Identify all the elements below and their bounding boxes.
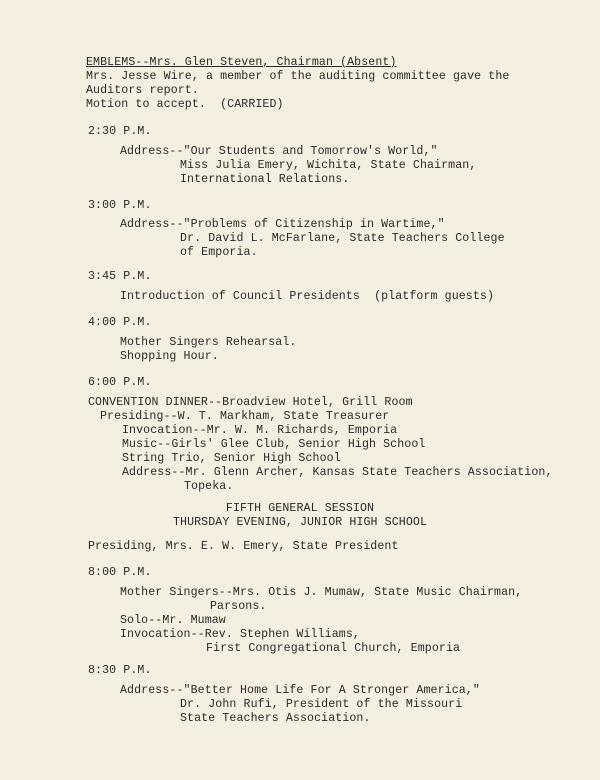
address-line: Address--"Better Home Life For A Stronger America,": [120, 684, 480, 697]
time-8-00: 8:00 P.M.: [88, 566, 152, 579]
parsons-line: Parsons.: [210, 600, 267, 613]
church-line: First Congregational Church, Emporia: [206, 642, 461, 655]
invocation-line: Invocation--Mr. W. M. Richards, Emporia: [122, 424, 398, 437]
music-line: Music--Girls' Glee Club, Senior High School: [122, 438, 426, 451]
speaker-line: of Emporia.: [180, 246, 258, 259]
time-8-30: 8:30 P.M.: [88, 664, 152, 677]
time-2-30: 2:30 P.M.: [88, 125, 152, 138]
presiding-line: Presiding--W. T. Markham, State Treasurer: [100, 410, 390, 423]
rehearsal-line: Mother Singers Rehearsal.: [120, 336, 297, 349]
address-line: Address--"Problems of Citizenship in Wartime,": [120, 218, 445, 231]
address-line: Address--"Our Students and Tomorrow's World,": [120, 145, 438, 158]
string-trio-line: String Trio, Senior High School: [122, 452, 341, 465]
introduction-line: Introduction of Council Presidents (platform guests): [120, 290, 495, 303]
mother-singers-line: Mother Singers--Mrs. Otis J. Mumaw, State Music Chairman,: [120, 586, 523, 599]
speaker-line: Dr. John Rufi, President of the Missouri: [180, 698, 463, 711]
association-line: State Teachers Association.: [180, 712, 371, 725]
time-3-45: 3:45 P.M.: [88, 270, 152, 283]
speaker-line: International Relations.: [180, 173, 350, 186]
time-6-00: 6:00 P.M.: [88, 376, 152, 389]
shopping-line: Shopping Hour.: [120, 350, 219, 363]
auditing-line: Mrs. Jesse Wire, a member of the auditing committee gave the: [86, 70, 510, 83]
dinner-line: CONVENTION DINNER--Broadview Hotel, Grill Room: [88, 396, 413, 409]
session-heading: FIFTH GENERAL SESSION: [225, 502, 375, 515]
topeka-line: Topeka.: [184, 480, 234, 493]
presiding-line: Presiding, Mrs. E. W. Emery, State President: [88, 540, 399, 553]
time-3-00: 3:00 P.M.: [88, 199, 152, 212]
auditors-report-line: Auditors report.: [86, 84, 199, 97]
speaker-line: Miss Julia Emery, Wichita, State Chairman,: [180, 159, 477, 172]
time-4-00: 4:00 P.M.: [88, 316, 152, 329]
session-subheading: THURSDAY EVENING, JUNIOR HIGH SCHOOL: [172, 516, 428, 529]
address-line: Address--Mr. Glenn Archer, Kansas State Teachers Association,: [122, 466, 553, 479]
solo-line: Solo--Mr. Mumaw: [120, 614, 226, 627]
emblems-line: EMBLEMS--Mrs. Glen Steven, Chairman (Absent): [86, 56, 397, 69]
motion-line: Motion to accept. (CARRIED): [86, 98, 284, 111]
invocation-line: Invocation--Rev. Stephen Williams,: [120, 628, 360, 641]
speaker-line: Dr. David L. McFarlane, State Teachers College: [180, 232, 505, 245]
